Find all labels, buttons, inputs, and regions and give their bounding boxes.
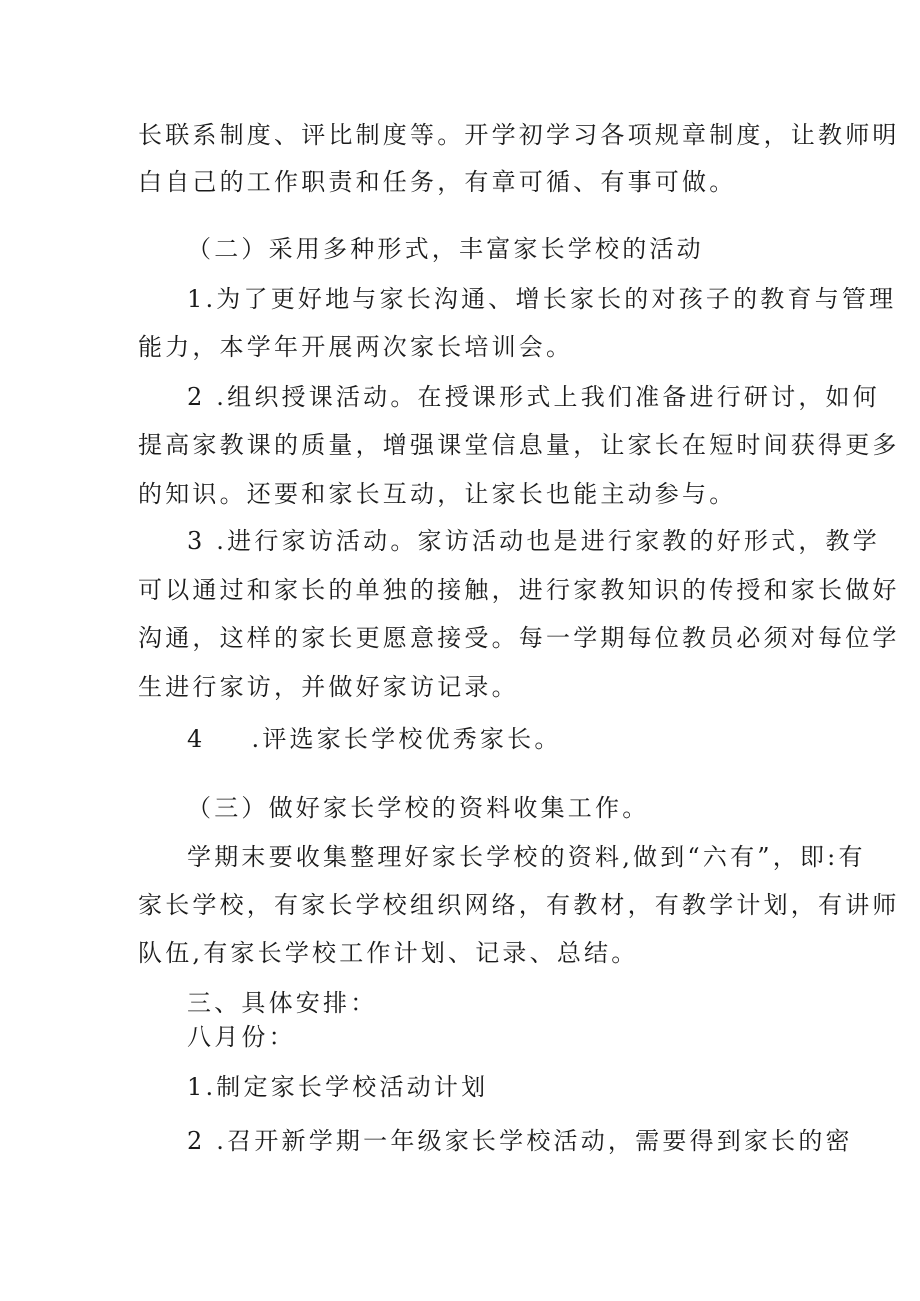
list-item-2: 2 .组织授课活动。在授课形式上我们准备进行研讨，如何 xyxy=(187,383,880,411)
paragraph-line: 的知识。还要和家长互动，让家长也能主动参与。 xyxy=(138,480,737,508)
section-heading: （二）采用多种形式，丰富家长学校的活动 xyxy=(187,235,704,263)
month-heading: 八月份： xyxy=(187,1023,296,1051)
list-item-4 xyxy=(187,722,562,756)
list-item-4-text: .评选家长学校优秀家长。 xyxy=(251,725,562,753)
paragraph-line: 沟通，这样的家长更愿意接受。每一学期每位教员必须对每位学 xyxy=(138,624,900,652)
paragraph-line: 能力，本学年开展两次家长培训会。 xyxy=(138,333,574,361)
paragraph-line: 家长学校，有家长学校组织网络，有教材，有教学计划，有讲师 xyxy=(138,891,900,919)
section-heading: （三）做好家长学校的资料收集工作。 xyxy=(187,794,650,822)
list-item-3: 3 .进行家访活动。家访活动也是进行家教的好形式，教学 xyxy=(187,527,880,555)
paragraph-line: 队伍,有家长学校工作计划、记录、总结。 xyxy=(138,939,639,967)
paragraph-line: 白自己的工作职责和任务，有章可循、有事可做。 xyxy=(138,168,737,196)
list-item: 2 .召开新学期一年级家长学校活动，需要得到家长的密 xyxy=(187,1127,853,1155)
paragraph-line: 长联系制度、评比制度等。开学初学习各项规章制度，让教师明 xyxy=(138,121,900,149)
section-heading: 三、具体安排： xyxy=(187,989,378,1017)
paragraph-line: 学期末要收集整理好家长学校的资料,做到“六有”，即:有 xyxy=(187,843,866,871)
list-item-4-number: 4 xyxy=(187,725,206,753)
list-item-1: 1.为了更好地与家长沟通、增长家长的对孩子的教育与管理 xyxy=(187,285,897,313)
list-item: 1.制定家长学校活动计划 xyxy=(187,1073,489,1101)
paragraph-line: 生进行家访，并做好家访记录。 xyxy=(138,673,519,701)
paragraph-line: 提高家教课的质量，增强课堂信息量，让家长在短时间获得更多 xyxy=(138,431,900,459)
paragraph-line: 可以通过和家长的单独的接触，进行家教知识的传授和家长做好 xyxy=(138,576,900,604)
